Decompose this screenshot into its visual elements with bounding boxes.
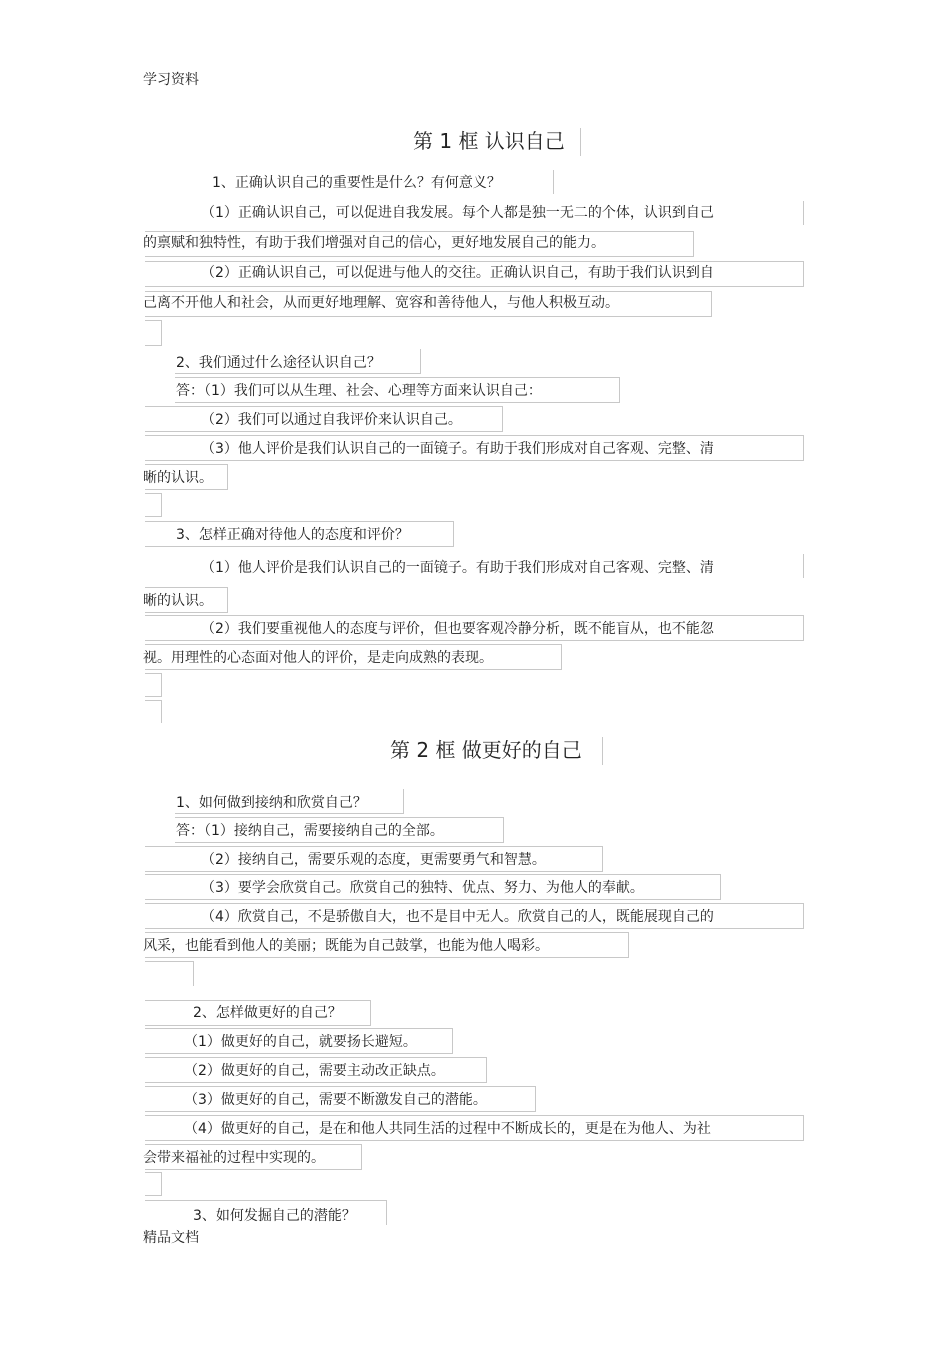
answer-line: （1）他人评价是我们认识自己的一面镜子。有助于我们形成对自己客观、完整、清 bbox=[201, 560, 714, 576]
section-1-title: 第 1 框 认识自己 bbox=[413, 129, 565, 153]
answer-line: （3）要学会欣赏自己。欣赏自己的独特、优点、努力、为他人的奉献。 bbox=[201, 880, 644, 896]
answer-line: 风采，也能看到他人的美丽；既能为自己鼓掌，也能为他人喝彩。 bbox=[143, 938, 549, 954]
empty-box bbox=[145, 320, 162, 346]
answer-line: 答：（1）接纳自己，需要接纳自己的全部。 bbox=[176, 823, 444, 839]
answer-line: 会带来福祉的过程中实现的。 bbox=[143, 1150, 325, 1166]
line-box bbox=[200, 170, 554, 194]
question-1: 1、正确认识自己的重要性是什么？有何意义？ bbox=[212, 175, 501, 191]
answer-line: （4）欣赏自己，不是骄傲自大，也不是目中无人。欣赏自己的人，既能展现自己的 bbox=[201, 909, 714, 925]
answer-line: （4）做更好的自己，是在和他人共同生活的过程中不断成长的，更是在为他人、为社 bbox=[184, 1121, 711, 1137]
answer-line: （2）接纳自己，需要乐观的态度，更需要勇气和智慧。 bbox=[201, 852, 546, 868]
answer-line: （1）做更好的自己，就要扬长避短。 bbox=[184, 1034, 417, 1050]
empty-box bbox=[145, 673, 162, 697]
question-2: 2、怎样做更好的自己？ bbox=[193, 1005, 342, 1021]
question-2: 2、我们通过什么途径认识自己？ bbox=[176, 355, 381, 371]
question-3: 3、如何发掘自己的潜能？ bbox=[193, 1208, 356, 1224]
empty-box bbox=[145, 961, 194, 986]
answer-line: （2）我们可以通过自我评价来认识自己。 bbox=[201, 412, 462, 428]
empty-box bbox=[145, 1172, 162, 1196]
section-2-title: 第 2 框 做更好的自己 bbox=[390, 738, 582, 762]
empty-box bbox=[145, 700, 162, 723]
answer-line: 视。用理性的心态面对他人的评价，是走向成熟的表现。 bbox=[143, 650, 493, 666]
page-header: 学习资料 bbox=[143, 72, 199, 88]
question-1: 1、如何做到接纳和欣赏自己？ bbox=[176, 795, 367, 811]
empty-box bbox=[145, 493, 162, 517]
page-footer: 精品文档 bbox=[143, 1230, 199, 1246]
answer-line: （2）正确认识自己，可以促进与他人的交往。正确认识自己，有助于我们认识到自 bbox=[201, 265, 714, 281]
answer-line: 答：（1）我们可以从生理、社会、心理等方面来认识自己： bbox=[176, 383, 542, 399]
question-3: 3、怎样正确对待他人的态度和评价？ bbox=[176, 527, 409, 543]
answer-line: 的禀赋和独特性，有助于我们增强对自己的信心，更好地发展自己的能力。 bbox=[143, 235, 605, 251]
answer-line: （3）做更好的自己，需要不断激发自己的潜能。 bbox=[184, 1092, 487, 1108]
answer-line: （1）正确认识自己，可以促进自我发展。每个人都是独一无二的个体，认识到自己 bbox=[201, 205, 714, 221]
line-box bbox=[380, 737, 603, 765]
answer-line: 晰的认识。 bbox=[143, 593, 213, 609]
line-box bbox=[400, 128, 581, 156]
answer-line: 晰的认识。 bbox=[143, 470, 213, 486]
answer-line: （2）做更好的自己，需要主动改正缺点。 bbox=[184, 1063, 445, 1079]
answer-line: （3）他人评价是我们认识自己的一面镜子。有助于我们形成对自己客观、完整、清 bbox=[201, 441, 714, 457]
answer-line: 己离不开他人和社会，从而更好地理解、宽容和善待他人，与他人积极互动。 bbox=[143, 295, 619, 311]
answer-line: （2）我们要重视他人的态度与评价，但也要客观冷静分析，既不能盲从，也不能忽 bbox=[201, 621, 714, 637]
